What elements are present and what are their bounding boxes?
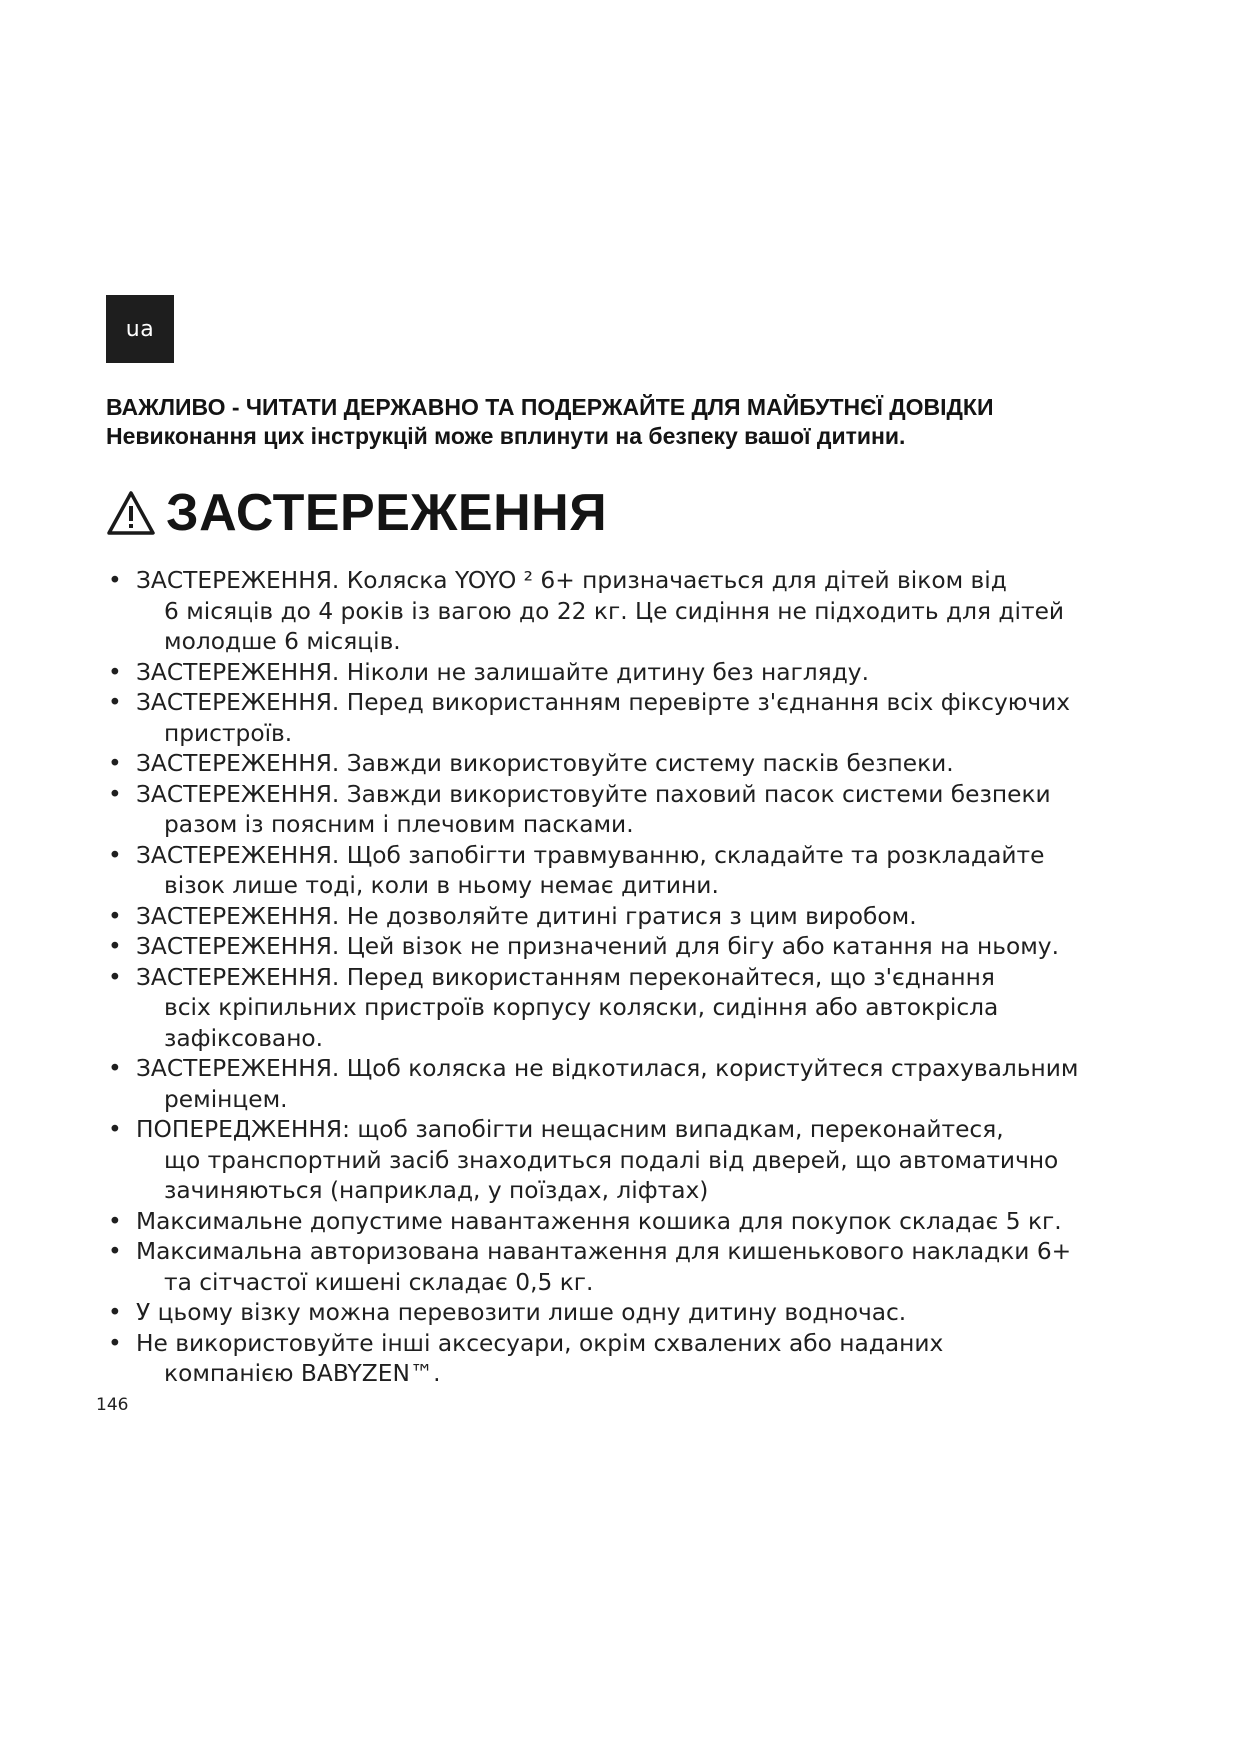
bullet-icon: • [108, 902, 122, 930]
warning-text-line: ЗАСТЕРЕЖЕННЯ. Щоб запобігти травмуванню, складайте та розкладайте [136, 841, 1045, 869]
language-badge: ua [106, 295, 174, 363]
notice-line-2: Невиконання цих інструкцій може вплинути на безпеку вашої дитини. [106, 423, 906, 449]
warning-text-line: Не використовуйте інші аксесуари, окрім схвалених або наданих [136, 1329, 944, 1357]
warning-text-line: зафіксовано. [164, 1024, 324, 1052]
warning-text-line: ремінцем. [164, 1085, 288, 1113]
warning-text-line: Максимальна авторизована навантаження для кишенькового накладки 6+ [136, 1238, 1072, 1265]
warning-text-line: ЗАСТЕРЕЖЕННЯ. Завжди використовуйте паховий пасок системи безпеки [136, 780, 1051, 808]
warning-triangle-icon [106, 490, 156, 536]
warning-text-line: ЗАСТЕРЕЖЕННЯ. Не дозволяйте дитині гратися з цим виробом. [136, 902, 917, 930]
bullet-icon: • [108, 689, 122, 716]
bullet-icon: • [108, 1299, 122, 1326]
warning-text-line: ЗАСТЕРЕЖЕННЯ. Перед використанням перевірте з'єднання всіх фіксуючих [136, 689, 1071, 716]
warning-item [106, 658, 1116, 689]
bullet-icon: • [108, 1207, 122, 1235]
bullet-icon: • [108, 1055, 122, 1082]
warning-item [106, 566, 1116, 658]
warning-text-line: ЗАСТЕРЕЖЕННЯ. Ніколи не залишайте дитину без нагляду. [136, 658, 869, 686]
important-notice [106, 393, 1166, 451]
warning-title: ЗАСТЕРЕЖЕННЯ [166, 484, 608, 542]
bullet-icon: • [108, 658, 122, 686]
warning-text-line: разом із поясним і плечовим пасками. [164, 811, 634, 838]
warning-item [106, 749, 1116, 780]
warnings-list [106, 566, 1116, 1390]
warning-item [106, 902, 1116, 933]
bullet-icon: • [108, 963, 122, 991]
bullet-icon: • [108, 933, 122, 960]
warning-text-line: ЗАСТЕРЕЖЕННЯ. Перед використанням переконайтеся, що з'єднання [136, 963, 995, 991]
warning-item [106, 1329, 1116, 1390]
warning-text-line: Максимальне допустиме навантаження кошика для покупок складає 5 кг. [136, 1207, 1062, 1235]
warning-text-line: У цьому візку можна перевозити лише одну дитину водночас. [136, 1299, 907, 1326]
bullet-icon: • [108, 567, 122, 594]
warning-text-line: компанією BABYZEN™. [164, 1360, 441, 1387]
warning-item [106, 963, 1116, 1055]
warning-text-line: зачиняються (наприклад, у поїздах, ліфтах) [164, 1177, 709, 1204]
bullet-icon: • [108, 780, 122, 808]
bullet-icon: • [108, 841, 122, 869]
warning-item [106, 688, 1116, 749]
page-number: 146 [96, 1395, 129, 1415]
warning-text-line: 6 місяців до 4 років із вагою до 22 кг. Це сидіння не підходить для дітей [164, 597, 1065, 625]
notice-line-1: ВАЖЛИВО - ЧИТАТИ ДЕРЖАВНО ТА ПОДЕРЖАЙТЕ ДЛЯ МАЙБУТНЄЇ ДОВІДКИ [106, 394, 994, 420]
bullet-icon: • [108, 750, 122, 777]
bullet-icon: • [108, 1238, 122, 1265]
warning-text-line: та сітчастої кишені складає 0,5 кг. [164, 1268, 594, 1296]
warning-item [106, 780, 1116, 841]
warning-item [106, 841, 1116, 902]
warning-item [106, 1298, 1116, 1329]
warning-text-line: ЗАСТЕРЕЖЕННЯ. Щоб коляска не відкотилася, користуйтеся страхувальним [136, 1055, 1079, 1082]
bullet-icon: • [108, 1329, 122, 1357]
warning-text-line: ЗАСТЕРЕЖЕННЯ. Завжди використовуйте систему пасків безпеки. [136, 750, 954, 777]
warning-item [106, 932, 1116, 963]
warning-text-line: всіх кріпильних пристроїв корпусу коляски, сидіння або автокрісла [164, 994, 999, 1021]
warning-text-line: ЗАСТЕРЕЖЕННЯ. Цей візок не призначений для бігу або катання на ньому. [136, 933, 1060, 960]
warning-text-line: візок лише тоді, коли в ньому немає дитини. [164, 872, 719, 899]
warning-text-line: що транспортний засіб знаходиться подалі від дверей, що автоматично [164, 1146, 1059, 1174]
warning-item [106, 1237, 1116, 1298]
warning-text-line: ЗАСТЕРЕЖЕННЯ. Коляска YOYO ² 6+ призначається для дітей віком від [136, 567, 1007, 594]
warning-text-line: молодше 6 місяців. [164, 628, 401, 655]
warning-item [106, 1207, 1116, 1238]
warning-item [106, 1054, 1116, 1115]
warning-heading [106, 478, 607, 548]
warning-text-line: ПОПЕРЕДЖЕННЯ: щоб запобігти нещасним випадкам, переконайтеся, [136, 1116, 1004, 1143]
warning-text-line: пристроїв. [164, 719, 293, 747]
warning-item [106, 1115, 1116, 1207]
bullet-icon: • [108, 1116, 122, 1143]
